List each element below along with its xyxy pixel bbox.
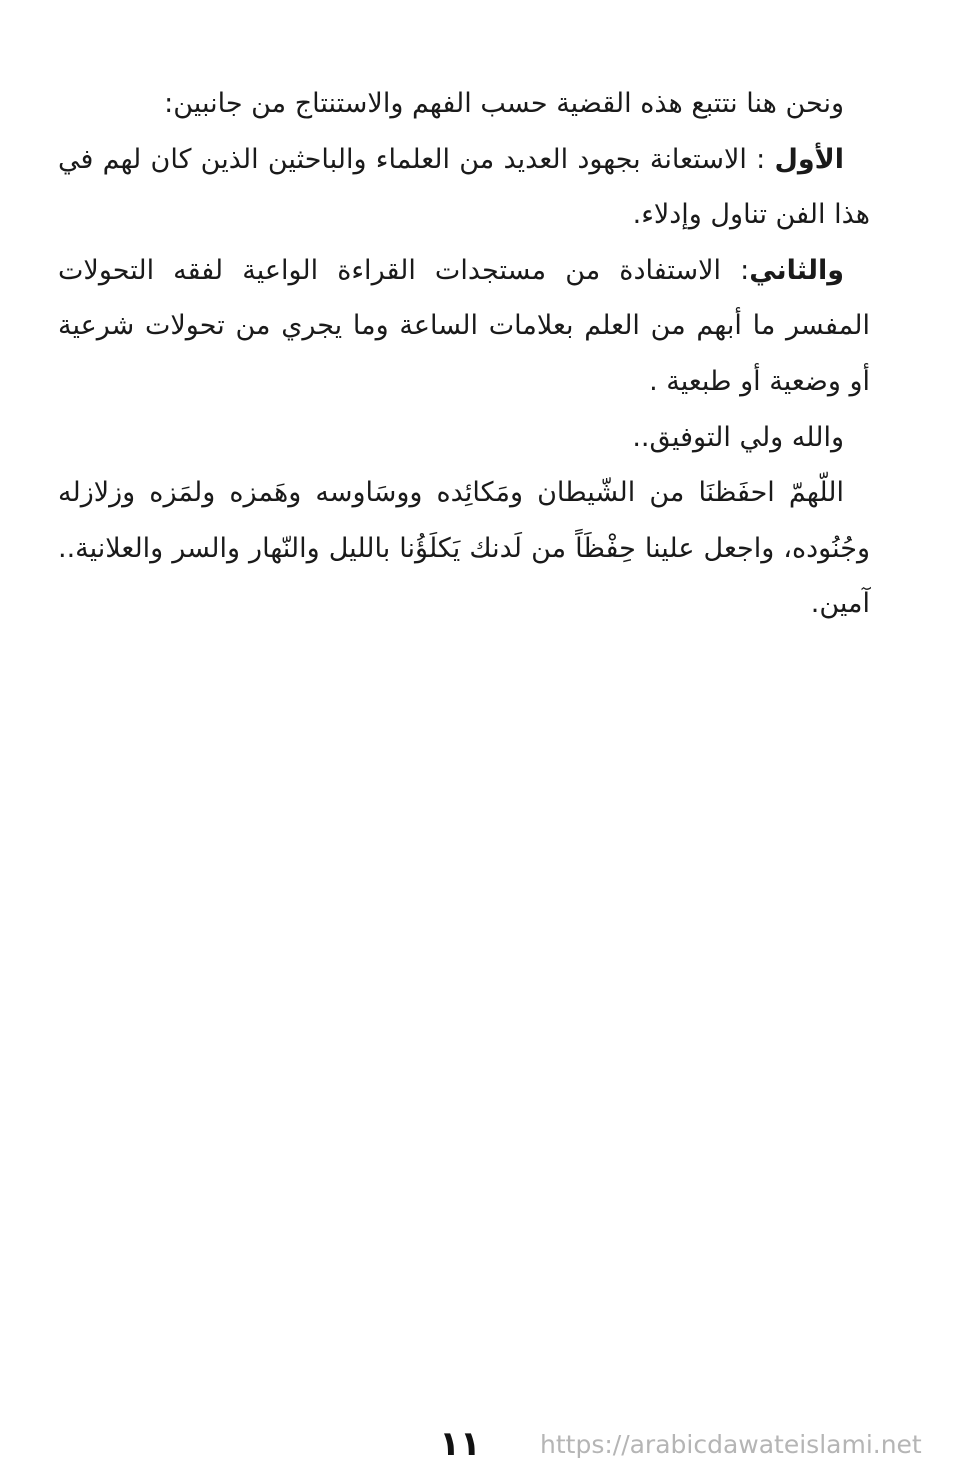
prayer-paragraph: اللّهمّ احفَظنَا من الشّيطان ومَكائِده ووسَاوسه وهَمزه ولمَزه وزلازله وجُنُوده، واجعل علينا حِفْظَاً من لَدنك يَكلَؤُنا بالليل والنّهار والسر والعلانية.. آمين. (58, 477, 870, 620)
closing-line: والله ولي التوفيق.. (632, 421, 844, 453)
second-point-label: والثاني (749, 254, 844, 286)
intro-paragraph: ونحن هنا نتتبع هذه القضية حسب الفهم والاستنتاج من جانبين: (164, 88, 844, 119)
page-body (58, 76, 870, 632)
first-point-label: الأول (774, 143, 845, 175)
watermark-url: https://arabicdawateislami.net (540, 1430, 922, 1459)
second-point-paragraph (58, 243, 870, 410)
first-point-text: : الاستعانة بجهود العديد من العلماء والباحثين الذين كان لهم في هذا الفن تناول وإدلاء. (58, 143, 870, 231)
page-number: ١١ (439, 1424, 481, 1464)
second-point-text: : الاستفادة من مستجدات القراءة الواعية لفقه التحولات المفسر ما أبهم من العلم بعلامات الساعة وما يجري من تحولات شرعية أو وضعية أو طبعية . (58, 254, 870, 397)
first-point-paragraph (58, 132, 870, 243)
